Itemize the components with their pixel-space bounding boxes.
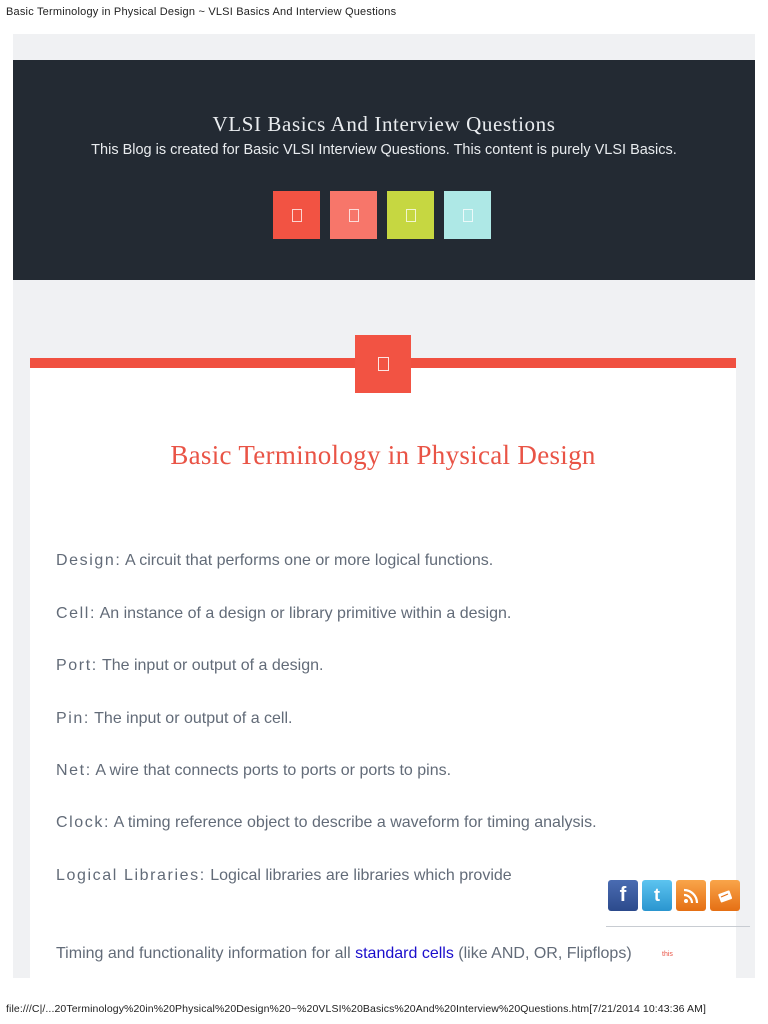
definition-term: Net: — [56, 762, 92, 779]
rss-button[interactable] — [444, 191, 491, 239]
definition-term: Pin: — [56, 710, 90, 727]
standard-cells-link[interactable]: standard cells — [355, 945, 454, 962]
definition-text: The input or output of a design. — [97, 657, 324, 674]
blog-title[interactable]: VLSI Basics And Interview Questions — [212, 112, 556, 136]
definition-text: A wire that connects ports to ports or ports to pins. — [91, 762, 452, 779]
social-buttons — [273, 191, 491, 239]
print-header: Basic Terminology in Physical Design ~ VLSI Basics And Interview Questions — [6, 6, 397, 18]
print-footer: file:///C|/...20Terminology%20in%20Physical%20Design%20~%20VLSI%20Basics%20And%20Interview%20Questions.htm[7/21/2014 10:43:36 AM] — [6, 1003, 706, 1015]
definition-clock — [56, 814, 597, 832]
timing-text-before: Timing and functionality information for all — [56, 945, 356, 962]
definition-term: Cell: — [56, 605, 97, 622]
share-this-label[interactable]: this — [662, 951, 673, 958]
post-title[interactable]: Basic Terminology in Physical Design — [170, 440, 596, 470]
definition-text: An instance of a design or library primitive within a design. — [96, 605, 512, 622]
timing-info-line — [56, 945, 632, 963]
facebook-share-icon[interactable]: f — [608, 880, 638, 911]
share-bar — [606, 879, 750, 927]
google-plus-button[interactable] — [387, 191, 434, 239]
rss-icon — [463, 209, 473, 222]
rss-share-icon[interactable] — [676, 880, 706, 911]
facebook-button[interactable] — [273, 191, 320, 239]
definition-pin — [56, 710, 292, 728]
twitter-share-icon[interactable]: t — [642, 880, 672, 911]
definition-text: Logical libraries are libraries which provide — [205, 867, 512, 884]
twitter-button[interactable] — [330, 191, 377, 239]
definition-logical-libraries — [56, 867, 512, 885]
blog-description: This Blog is created for Basic VLSI Interview Questions. This content is purely VLSI Basics. — [91, 142, 677, 158]
definition-text: A timing reference object to describe a waveform for timing analysis. — [110, 814, 597, 831]
timing-text-after: (like AND, OR, Flipflops) — [453, 945, 632, 962]
definition-text: The input or output of a cell. — [89, 710, 293, 727]
google-plus-icon — [406, 209, 416, 222]
twitter-icon — [349, 209, 359, 222]
definition-term: Design: — [56, 552, 122, 569]
facebook-icon — [292, 209, 302, 222]
definition-term: Port: — [56, 657, 98, 674]
definition-term: Clock: — [56, 814, 111, 831]
definition-net — [56, 762, 451, 780]
document-icon — [378, 357, 389, 371]
post-badge — [355, 335, 411, 393]
rss-alt-glyph — [717, 888, 733, 904]
definition-term: Logical Libraries: — [56, 867, 206, 884]
rss-alt-share-icon[interactable] — [710, 880, 740, 911]
definition-port — [56, 657, 323, 675]
definition-text: A circuit that performs one or more logical functions. — [121, 552, 494, 569]
rss-glyph — [683, 888, 699, 904]
definition-design — [56, 552, 493, 570]
blog-header — [13, 60, 755, 280]
definition-cell — [56, 605, 511, 623]
